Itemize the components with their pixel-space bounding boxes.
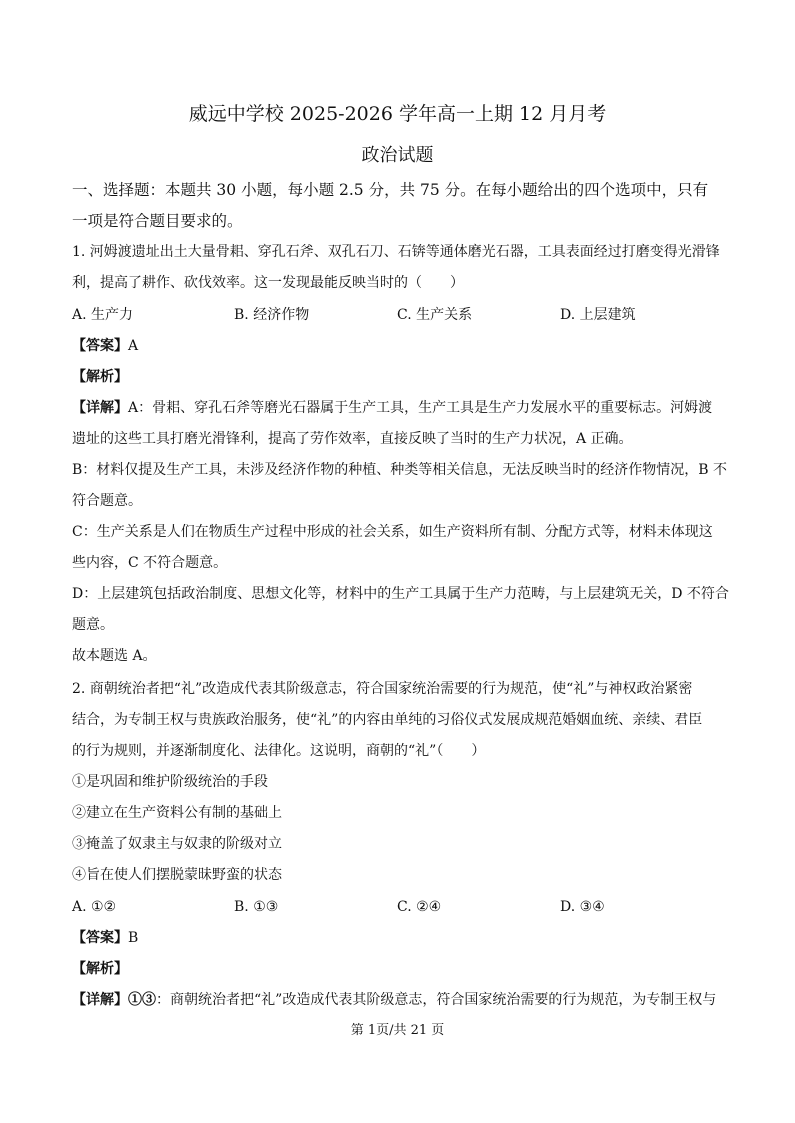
q2-stem-line1: 2. 商朝统治者把“礼”改造成代表其阶级意志，符合国家统治需要的行为规范，使“礼”与神权政治紧密 xyxy=(72,681,693,697)
detail-tag: 【详解】 xyxy=(72,992,128,1008)
q2-option-d: D. ③④ xyxy=(560,899,605,915)
q2-item-2: ②建立在生产资料公有制的基础上 xyxy=(72,805,282,821)
q1-detail-line8: 题意。 xyxy=(72,617,114,633)
section-instruction-line2: 一项是符合题目要求的。 xyxy=(72,212,243,230)
q2-answer xyxy=(72,928,138,948)
q1-detail-line4: 符合题意。 xyxy=(72,493,142,509)
q1-detail-line2: 遗址的这些工具打磨光滑锋利，提高了劳作效率，直接反映了当时的生产力状况，A 正确。 xyxy=(72,431,633,447)
q2-item-3: ③掩盖了奴隶主与奴隶的阶级对立 xyxy=(72,836,282,852)
q1-option-a: A. 生产力 xyxy=(72,307,134,323)
q2-item-4: ④旨在使人们摆脱蒙昧野蛮的状态 xyxy=(72,867,282,883)
q1-detail-line3: B：材料仅提及生产工具，未涉及经济作物的种植、种类等相关信息，无法反映当时的经济作物情况，B 不 xyxy=(72,462,728,478)
q1-conclusion: 故本题选 A。 xyxy=(72,648,157,664)
q1-analysis-tag: 【解析】 xyxy=(72,369,128,385)
page-footer: 第 1页/共 21 页 xyxy=(350,1023,445,1038)
q1-stem-line2: 利，提高了耕作、砍伐效率。这一发现最能反映当时的（ ） xyxy=(72,275,464,291)
section-instruction-line1: 一、选择题：本题共 30 小题，每小题 2.5 分，共 75 分。在每小题给出的四个选项中，只有 xyxy=(72,181,709,199)
q2-stem-line2: 结合，为专制王权与贵族政治服务，使“礼”的内容由单纯的习俗仪式发展成规范婚姻血统、亲续、君臣 xyxy=(72,712,703,728)
answer-tag: 【答案】 xyxy=(72,338,128,354)
detail-tag: 【详解】 xyxy=(72,400,128,416)
answer-value: A xyxy=(128,338,139,354)
q1-detail-line5: C：生产关系是人们在物质生产过程中形成的社会关系，如生产资料所有制、分配方式等，材料未体现这 xyxy=(72,524,713,540)
q2-option-c: C. ②④ xyxy=(397,899,442,915)
q2-stem-line3: 的行为规则，并逐渐制度化、法律化。这说明，商朝的“礼”（ ） xyxy=(72,743,486,759)
exam-subtitle: 政治试题 xyxy=(361,145,434,166)
answer-tag: 【答案】 xyxy=(72,930,128,946)
detail-marks: ①③ xyxy=(128,992,156,1008)
q1-stem-line1: 1. 河姆渡遗址出土大量骨耜、穿孔石斧、双孔石刀、石锛等通体磨光石器，工具表面经过打磨变得光滑锋 xyxy=(72,244,720,260)
q1-option-d: D. 上层建筑 xyxy=(560,307,636,323)
q1-option-b: B. 经济作物 xyxy=(234,307,310,323)
q1-detail-line7: D：上层建筑包括政治制度、思想文化等，材料中的生产工具属于生产力范畴，与上层建筑无关，D 不符合 xyxy=(72,586,729,602)
q1-answer xyxy=(72,336,138,356)
q1-detail-line6: 些内容，C 不符合题意。 xyxy=(72,555,228,571)
q1-option-c: C. 生产关系 xyxy=(397,307,473,323)
q2-analysis-tag: 【解析】 xyxy=(72,961,128,977)
exam-title: 威远中学校 2025-2026 学年高一上期 12 月月考 xyxy=(188,103,607,125)
q2-option-b: B. ①③ xyxy=(234,899,279,915)
answer-value: B xyxy=(128,930,139,946)
q2-item-1: ①是巩固和维护阶级统治的手段 xyxy=(72,774,268,790)
q2-detail-line1: 【详解】①③：商朝统治者把“礼”改造成代表其阶级意志，符合国家统治需要的行为规范，为专制王权与 xyxy=(72,992,717,1008)
q2-option-a: A. ①② xyxy=(72,899,117,915)
q1-detail-line1: 【详解】A：骨耜、穿孔石斧等磨光石器属于生产工具，生产工具是生产力发展水平的重要标志。河姆渡 xyxy=(72,400,713,416)
